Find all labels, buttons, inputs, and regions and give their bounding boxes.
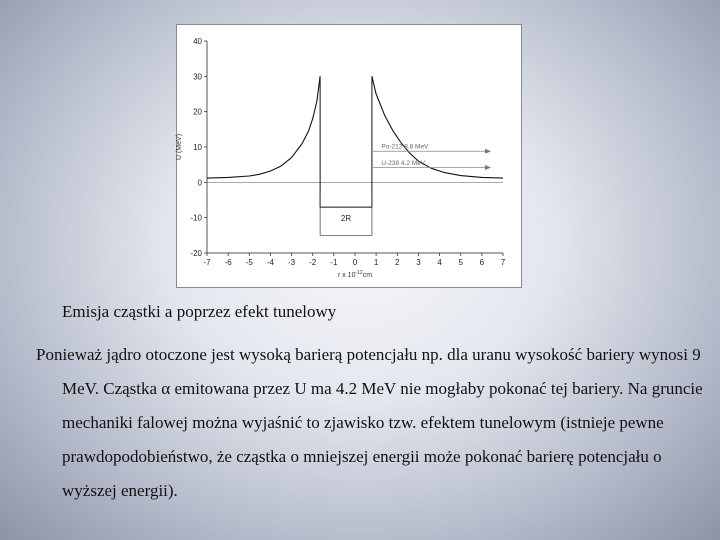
y-tick-label: 40 [193,37,202,46]
x-tick-label: 5 [458,258,463,267]
radius-label: 2R [340,214,352,224]
potential-barrier-chart [176,24,522,288]
po212-arrow-head [485,149,491,154]
x-tick-label: 3 [416,258,421,267]
y-tick-label: 20 [193,107,202,117]
figure-caption: Emisja cząstki a poprzez efekt tunelowy [62,302,337,321]
x-tick-label: 7 [500,258,506,267]
x-tick-label: 0 [352,258,358,267]
x-tick-label: 1 [373,258,379,267]
x-tick-label: 4 [437,258,442,267]
po212-energy-label: Po-212 8.8 MeV [381,143,429,151]
body-text [36,338,708,508]
x-tick-label: -5 [245,258,253,267]
y-tick-label: -20 [190,249,202,258]
x-tick-label: 6 [479,258,485,267]
y-tick-label: 0 [197,178,202,188]
body-paragraph: Ponieważ jądro otoczone jest wysoką barierą potencjału np. dla uranu wysokość bariery wynosi 9 MeV. Cząstka α emitowana przez U ma 4.2 MeV nie mogłaby pokonać tej bariery. Na gruncie mechaniki falowej można wyjaśnić to zjawisko tzw. efektem tunelowym (istnieje pewne prawdopodobieństwo, że cząstka o mniejszej energii może pokonać barierę potencjału o wyższej energii). [36,345,703,500]
x-tick-label: 2 [395,258,400,267]
left-barrier-curve [207,76,320,178]
x-tick-label: -1 [330,258,338,267]
y-tick-label: 10 [193,143,202,152]
x-tick-label: -7 [203,258,211,267]
x-tick-label: -4 [266,258,274,267]
chart-canvas [177,25,521,287]
u238-energy-label: U-238 4.2 MeV [381,159,426,167]
x-tick-label: -6 [224,258,232,267]
x-tick-label: -3 [288,258,296,267]
y-tick-label: 30 [193,72,202,82]
x-axis-label: r x $10^{-12}cm$ [337,270,373,279]
x-tick-label: -2 [309,258,317,267]
u238-arrow-head [485,165,491,170]
y-tick-label: -10 [190,213,202,223]
y-axis-label: U (MeV) [176,133,183,161]
